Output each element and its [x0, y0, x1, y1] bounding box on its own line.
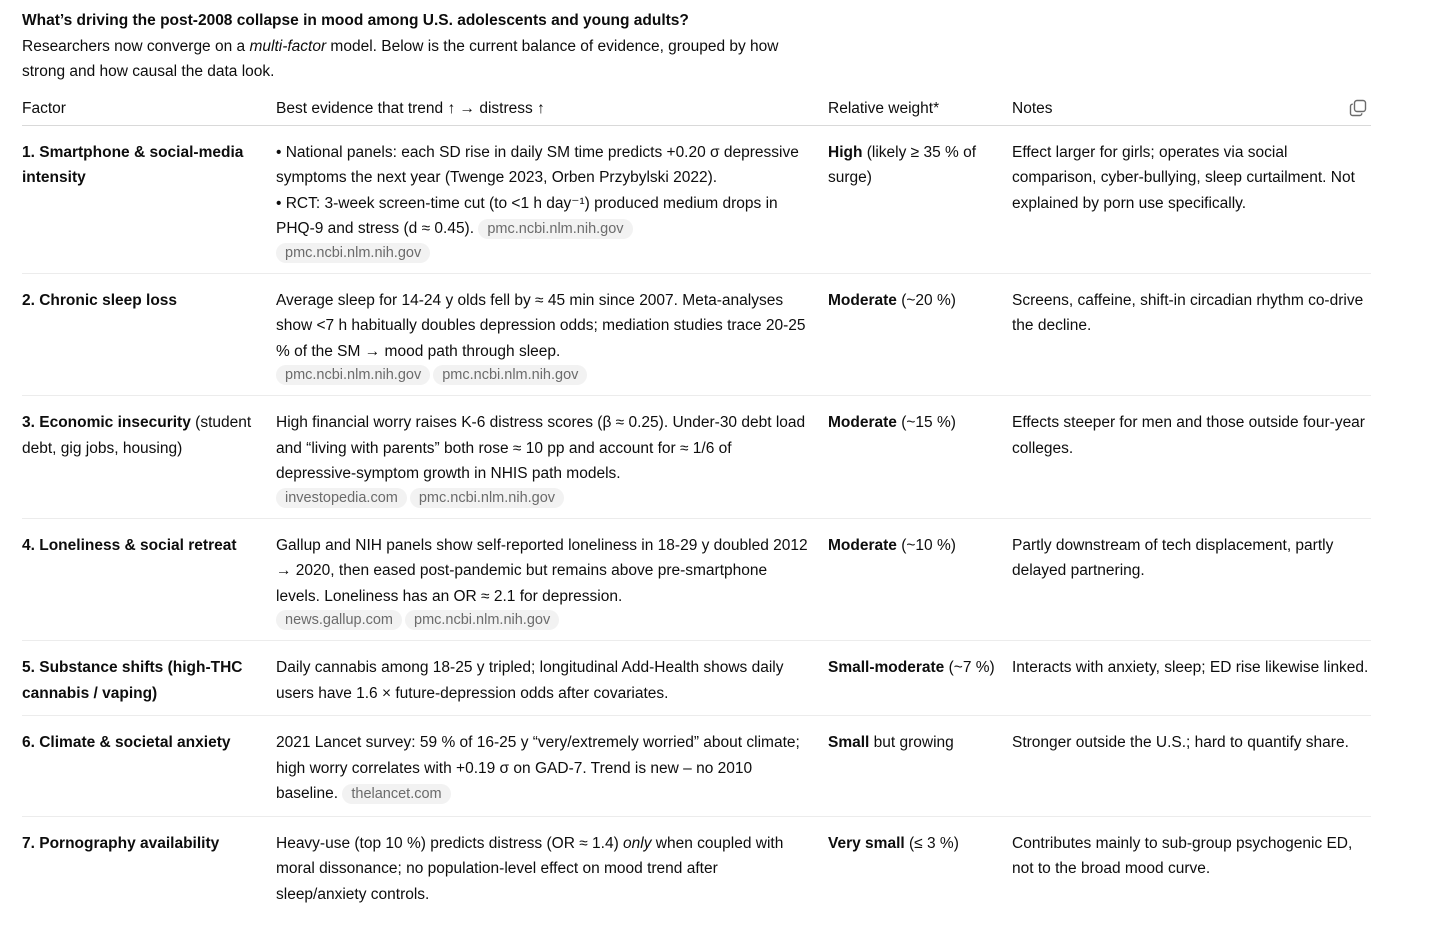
weight-level: Very small: [828, 834, 905, 852]
evidence-text: Average sleep for 14-24 y olds fell by ≈ 45 min since 2007. Meta-analyses show <7 h habitually doubles depression odds; mediation studies trace 20-25 % of the SM → mood path through sleep.: [276, 291, 806, 360]
source-list: [276, 487, 810, 509]
notes-cell: Interacts with anxiety, sleep; ED rise likewise linked.: [1012, 641, 1371, 716]
intro-emphasis: multi-factor: [249, 37, 327, 55]
factor-cell: 1. Smartphone & social-media intensity: [22, 125, 276, 273]
table-row: [22, 816, 1371, 916]
weight-cell: [828, 273, 1012, 396]
table-row: [22, 641, 1371, 716]
intro: [22, 8, 782, 85]
factors-table: [22, 95, 1371, 916]
weight-detail: (~20 %): [896, 291, 956, 309]
weight-level: Small: [828, 734, 870, 751]
factor-cell: 5. Substance shifts (high-THC cannabis / vaping): [22, 641, 276, 716]
weight-cell: [828, 641, 1012, 716]
weight-cell: [828, 716, 1012, 817]
header-evidence: Best evidence that trend ↑ → distress ↑: [276, 95, 828, 125]
source-chip[interactable]: news.gallup.com: [276, 610, 402, 630]
header-weight: Relative weight*: [828, 95, 1012, 125]
evidence-cell: Daily cannabis among 18-25 y tripled; longitudinal Add-Health shows daily users have 1.6 × future-depression odds after covariates.: [276, 641, 828, 716]
factor-cell: 6. Climate & societal anxiety: [22, 716, 276, 817]
source-chip[interactable]: pmc.ncbi.nlm.nih.gov: [478, 219, 632, 239]
factor-cell: 7. Pornography availability: [22, 834, 220, 852]
source-chip[interactable]: pmc.ncbi.nlm.nih.gov: [405, 610, 559, 630]
weight-level: Moderate: [828, 291, 897, 309]
evidence-text: 2021 Lancet survey: 59 % of 16-25 y “very/extremely worried” about climate; high worry correlates with +0.19 σ on GAD-7. Trend is new – no 2010 baseline.: [276, 734, 800, 802]
evidence-cell: [276, 716, 828, 817]
table-row: [22, 273, 1371, 396]
notes-cell: Effect larger for girls; operates via social comparison, cyber-bullying, sleep curtailment. Not explained by porn use specifically.: [1012, 125, 1371, 273]
source-chip[interactable]: pmc.ncbi.nlm.nih.gov: [433, 365, 587, 385]
weight-detail: (~7 %): [944, 659, 995, 676]
source-list: [276, 609, 810, 631]
evidence-text: High financial worry raises K-6 distress scores (β ≈ 0.25). Under-30 debt load and “living with parents” both rose ≈ 10 pp and account for ≈ 1/6 of depressive-symptom growth in NHIS path models.: [276, 414, 806, 482]
evidence-bullet: • National panels: each SD rise in daily SM time predicts +0.20 σ depressive symptoms the next year (Twenge 2023, Orben Przybylski 2022).: [276, 143, 799, 186]
weight-cell: [828, 125, 1012, 273]
notes-cell: Partly downstream of tech displacement, partly delayed partnering.: [1012, 518, 1371, 641]
table-row: [22, 396, 1371, 519]
source-chip[interactable]: pmc.ncbi.nlm.nih.gov: [276, 365, 430, 385]
evidence-cell: [276, 273, 828, 396]
factor-title: 3. Economic insecurity: [22, 414, 191, 431]
weight-level: Small-moderate: [828, 659, 945, 676]
weight-cell: [828, 518, 1012, 641]
source-chip[interactable]: investopedia.com: [276, 488, 407, 508]
weight-detail: (likely ≥ 35 % of surge): [828, 143, 977, 186]
factor-cell: 2. Chronic sleep loss: [22, 273, 276, 396]
evidence-emphasis: only: [623, 834, 652, 852]
source-chip[interactable]: pmc.ncbi.nlm.nih.gov: [276, 243, 430, 263]
table-row: [22, 716, 1371, 817]
factor-cell: [22, 396, 276, 519]
header-factor: Factor: [22, 95, 276, 125]
weight-level: Moderate: [828, 414, 897, 431]
evidence-text: Gallup and NIH panels show self-reported loneliness in 18-29 y doubled 2012 → 2020, then eased post-pandemic but remains above pre-smartphone levels. Loneliness has an OR ≈ 2.1 for depression.: [276, 536, 808, 605]
notes-cell: Contributes mainly to sub-group psychogenic ED, not to the broad mood curve.: [1012, 834, 1353, 877]
table-row: [22, 125, 1371, 273]
notes-cell: Effects steeper for men and those outside four-year colleges.: [1012, 396, 1371, 519]
weight-cell: [828, 816, 1012, 916]
intro-headline: What’s driving the post-2008 collapse in mood among U.S. adolescents and young adults?: [22, 12, 689, 29]
weight-detail: but growing: [869, 734, 954, 751]
factor-cell: 4. Loneliness & social retreat: [22, 518, 276, 641]
table-header-row: [22, 95, 1371, 125]
source-list: [276, 242, 810, 264]
weight-detail: (≤ 3 %): [904, 834, 959, 852]
source-chip[interactable]: thelancet.com: [342, 784, 450, 804]
evidence-cell: [276, 125, 828, 273]
evidence-cell: [276, 518, 828, 641]
evidence-bullet: • RCT: 3-week screen-time cut (to <1 h day⁻¹) produced medium drops in PHQ-9 and stress (d ≈ 0.45).: [276, 194, 778, 237]
notes-cell: Stronger outside the U.S.; hard to quantify share.: [1012, 716, 1371, 817]
weight-cell: [828, 396, 1012, 519]
weight-level: Moderate: [828, 536, 897, 554]
source-list: [276, 364, 810, 386]
factor-subtitle: (student debt, gig jobs, housing): [22, 414, 252, 457]
evidence-cell: Heavy-use (top 10 %) predicts distress (OR ≈ 1.4) only when coupled with moral dissonance; no population-level effect on mood trend after sleep/anxiety controls.: [276, 834, 784, 903]
evidence-cell: [276, 396, 828, 519]
source-chip[interactable]: pmc.ncbi.nlm.nih.gov: [410, 488, 564, 508]
weight-detail: (~15 %): [896, 414, 956, 431]
table-row: [22, 518, 1371, 641]
weight-detail: (~10 %): [896, 536, 956, 554]
header-notes: Notes: [1012, 95, 1371, 125]
weight-level: High: [828, 143, 863, 161]
notes-cell: Screens, caffeine, shift-in circadian rhythm co-drive the decline.: [1012, 273, 1371, 396]
intro-paragraph: Researchers now converge on a multi-factor model. Below is the current balance of evidence, grouped by how strong and how causal the data look.: [22, 37, 779, 80]
